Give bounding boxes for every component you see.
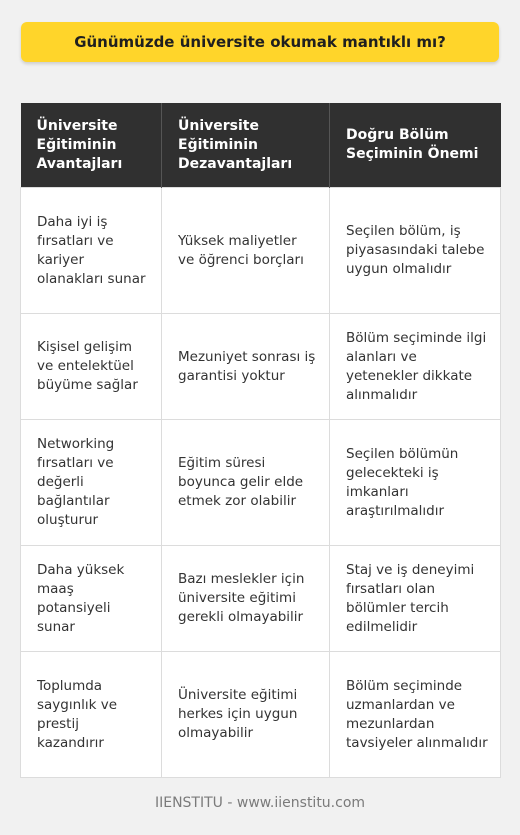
table-cell: Toplumda saygınlık ve prestij kazandırır <box>21 652 162 778</box>
table-cell: Staj ve iş deneyimi fırsatları olan bölümler tercih edilmelidir <box>330 546 501 652</box>
table-row <box>21 188 501 314</box>
table-row <box>21 420 501 546</box>
table-cell: Daha yüksek maaş potansiyeli sunar <box>21 546 162 652</box>
table-cell: Üniversite eğitimi herkes için uygun olmayabilir <box>162 652 330 778</box>
column-header-major-choice: Doğru Bölüm Seçiminin Önemi <box>330 103 501 188</box>
table-cell: Bazı meslekler için üniversite eğitimi gerekli olmayabilir <box>162 546 330 652</box>
table-cell: Mezuniyet sonrası iş garantisi yoktur <box>162 314 330 420</box>
column-header-disadvantages: Üniversite Eğitiminin Dezavantajları <box>162 103 330 188</box>
title-banner <box>21 22 499 62</box>
table-cell: Networking fırsatları ve değerli bağlantılar oluşturur <box>21 420 162 546</box>
table-cell: Seçilen bölüm, iş piyasasındaki talebe uygun olmalıdır <box>330 188 501 314</box>
table-header-row <box>21 103 501 188</box>
page-title: Günümüzde üniversite okumak mantıklı mı? <box>74 33 446 51</box>
column-header-advantages: Üniversite Eğitiminin Avantajları <box>21 103 162 188</box>
comparison-table <box>20 103 501 778</box>
table-row <box>21 652 501 778</box>
table-cell: Eğitim süresi boyunca gelir elde etmek zor olabilir <box>162 420 330 546</box>
table-cell: Kişisel gelişim ve entelektüel büyüme sağlar <box>21 314 162 420</box>
table-row <box>21 314 501 420</box>
table-cell: Bölüm seçiminde uzmanlardan ve mezunlardan tavsiyeler alınmalıdır <box>330 652 501 778</box>
footer-credit: IIENSTITU - www.iienstitu.com <box>154 795 366 811</box>
table-cell: Yüksek maliyetler ve öğrenci borçları <box>162 188 330 314</box>
table-row <box>21 546 501 652</box>
table-cell: Seçilen bölümün gelecekteki iş imkanları araştırılmalıdır <box>330 420 501 546</box>
table-cell: Daha iyi iş fırsatları ve kariyer olanakları sunar <box>21 188 162 314</box>
table-cell: Bölüm seçiminde ilgi alanları ve yetenekler dikkate alınmalıdır <box>330 314 501 420</box>
